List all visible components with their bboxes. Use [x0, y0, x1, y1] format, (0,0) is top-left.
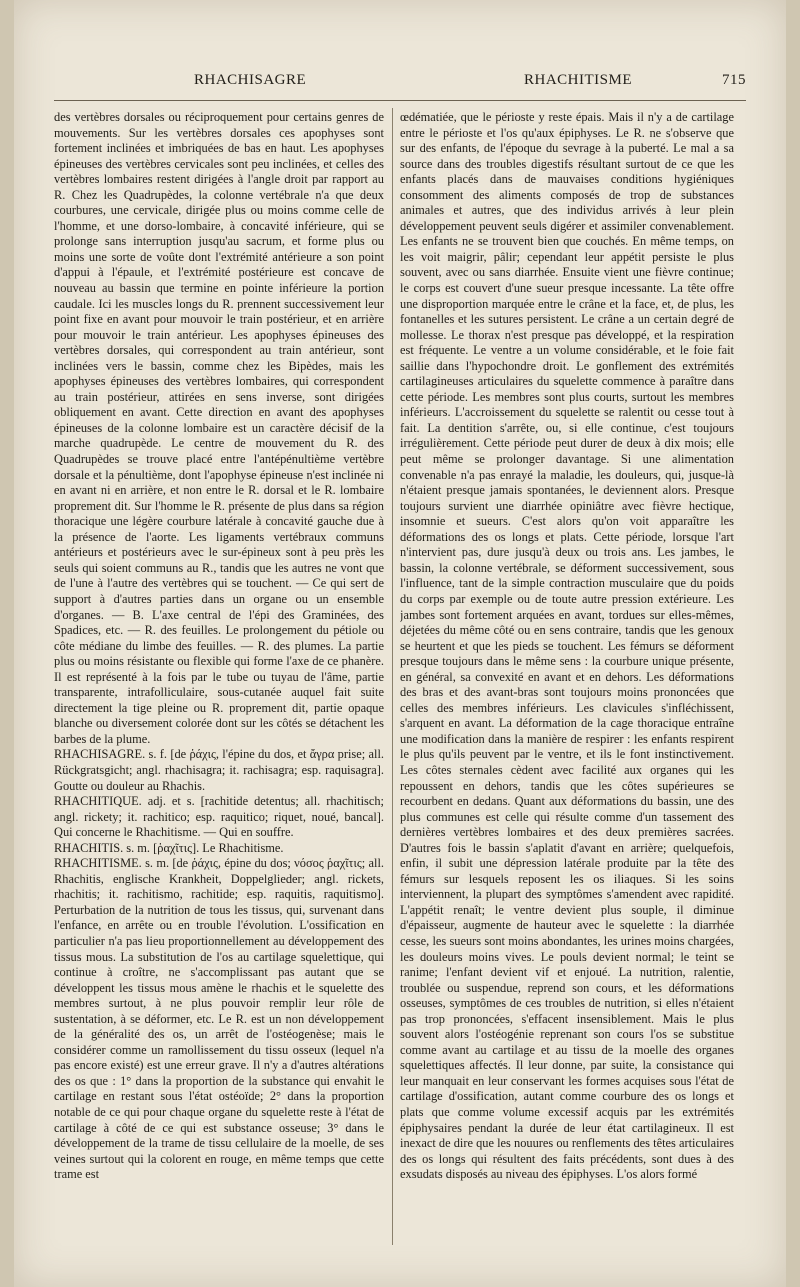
- entry-rhachisagre: RHACHISAGRE. s. f. [de ῥάχις, l'épine du dos, et ἄγρα prise; all. Rückgratsgicht; angl. rhachisagra; it. rachisagra; esp. raquisagra]. Goutte ou douleur au Rhachis.: [54, 747, 384, 793]
- page-number: 715: [722, 72, 746, 88]
- entry-rhachitisme-continued: œdématiée, que le périoste y reste épais. Mais il n'y a de cartilage entre le périoste et l'os qu'aux épiphyses. Le R. ne s'observe que sur des enfants, de l'époque du sevrage à la puberté. Le mal a sa source dans des troubles digestifs résultant surtout de ce que les enfants placés dans de mauvaises conditions hygiéniques consomment des aliments composés de trop de substances animales et autres, que des individus arrivés à leur plein développement peuvent seuls digérer et assimiler convenablement. Les enfants ne se trouvent bien que couchés. En même temps, on les voit maigrir, pâlir; cependant leur appétit persiste le plus souvent, avec ou sans diarrhée. Ensuite vient une fièvre continue; le corps est couvert d'une sueur presque incessante. La tête offre une disproportion marquée entre le crâne et la face, et, de plus, les fontanelles et les sutures persistent. Le crâne a un certain degré de mollesse. Le thorax n'est presque pas développé, et la respiration est fréquente. Le ventre a un volume considérable, et le foie fait saillie dans l'hypochondre droit. Le gonflement des extrémités cartilagineuses articulaires du squelette commence à paraître dans cette période. Les membres sont plus courts, surtout les membres inférieurs. L'accroissement du squelette se ralentit ou cesse tout à fait. La dentition s'arrête, ou, si elle continue, c'est toujours irrégulièrement. Cette période peut durer de deux à dix mois; elle peut même se prolonger davantage. Si une alimentation convenable n'a pas enrayé la maladie, les douleurs, qui, jusque-là n'étaient presque jamais spontanées, le deviennent alors. Presque toujours survient une diarrhée opiniâtre avec fièvre hectique, insomnie et sueurs. C'est alors qu'on voit apparaître les déformations des os longs et plats. Cette période, lorsque l'art n'intervient pas, dure jusqu'à deux ou trois ans. Les jambes, le bassin, la colonne vertébrale, se déforment successivement, sous l'influence, tant de la simple contraction musculaire que du poids du corps par exemple ou de toute autre pression extérieure. Les jambes sont fortement arquées en avant, tordues sur elles-mêmes, déjetées du même côté ou en sens contraire, tandis que les genoux se heurtent et que les pieds se touchent. Les fémurs se déforment presque toujours dans le même sens : la courbure unique présente, en général, sa convexité en avant et en dehors. Les déformations des bras et des avant-bras sont toujours moins prononcées que celles des membres inférieurs. Les clavicules s'infléchissent, s'arquent en avant. La déformation de la cage thoracique entraîne une modification dans la manière de respirer : les enfants respirent le plus qu'ils peuvent par le ventre, et ils le font instinctivement. Les côtes sternales cèdent avec facilité aux organes qui les repoussent en dehors, tandis que les côtes supérieures se recourbent en dedans. Quant aux déformations du bassin, une des plus communes est celle qui résulte comme d'un tassement des dernières vertèbres lombaires et des deux premières sacrées. D'autres fois le bassin s'aplatit d'avant en arrière; quelquefois, enfin, il subit une dépression latérale produite par la tête des fémurs sur lesquels reposent les os iliaques. Si les soins interviennent, la plupart des symptômes s'amendent avec rapidité. L'appétit renaît; le ventre devient plus souple, il diminue d'épaisseur, augmente de hauteur avec le squelette : la diarrhée cesse, les sueurs sont moins abondantes, les urines moins chargées, les douleurs moins vives. Le pouls devient normal; le teint se ranime; l'enfant devient vif et enjoué. La nutrition, ralentie, troublée ou suspendue, reprend son cours, et les déformations osseuses, symptômes de ces troubles de nutrition, si elles n'étaient pas trop prononcées, s'effacent insensiblement. Mais le plus souvent alors l'ostéogénie reprenant son cours l'os se substitue comme avant au cartilage et au tissu de la moelle des organes squelettiques affectés. Il leur donne, par suite, la consistance qui leur manquait en leur conservant les formes acquises sous l'état de cartilage d'ossification, autant comme courbure des os longs et plats que comme volume excessif acquis par les extrémités épiphysaires pendant la durée de leur état cartilagineux. Il est inexact de dire que les nouures ou renflements des têtes articulaires des os longs qui résultent des faits précédents, sont dues à des exsudats disposés au niveau des épiphyses. L'os alors formé: [400, 110, 734, 1182]
- entry-continuation: des vertèbres dorsales ou réciproquement pour certains genres de mouvements. Sur les vertèbres dorsales ces apophyses sont fortement inclinées et imbriquées de bas en haut. Les apophyses épineuses des vertèbres cervicales sont peu inclinées, et celles des vertèbres lombaires restent dirigées à l'angle droit par rapport au R. Chez les Quadrupèdes, la colonne vertébrale n'a que deux courbures, une cervicale, dirigée plus ou moins comme celle de l'homme, et une dorso-lombaire, à concavité inférieure, qui se prolonge sans interruption jusqu'au sacrum, et forme plus ou moins une sorte de voûte dont l'extrémité antérieure a son point d'appui à l'épaule, et l'extrémité postérieure est concave de nouveau au bassin que termine en pointe inférieure la portion caudale. Ici les muscles longs du R. prennent successivement leur point fixe en avant pour mouvoir le train postérieur, et en arrière pour mouvoir le train antérieur. Les apophyses épineuses des vertèbres dorsales, qui correspondent au train antérieur, sont inclinées vers le bassin, comme chez les Bipèdes, mais les apophyses épineuses des vertèbres lombaires, qui correspondent au train postérieur, attirées en sens inverse, sont dirigées obliquement en avant. Cette direction en avant des apophyses épineuses de la colonne lombaire est un caractère décisif de la marche quadrupède. Le centre de mouvement du R. des Quadrupèdes se trouve placé entre l'antépénultième vertèbre dorsale et la pénultième, dont l'apophyse épineuse n'est inclinée ni en avant ni en arrière, et non entre le R. dorsal et le R. lombaire proprement dit. Sur l'homme le R. présente de plus dans sa région thoracique une légère courbure latérale à concavité gauche due à la présence de l'aorte. Les ligaments vertébraux communs antérieurs et postérieurs avec le sur-épineux sont à peu près les seuls qui soient communs au R., tandis que les autres ne vont que de l'une à l'autre des vertèbres qui se touchent. — Ce qui sert de support à d'autres parties dans un organe ou un ensemble d'organes. — B. L'axe central de l'épi des Graminées, des Spadices, etc. — R. des feuilles. Le prolongement du pétiole ou côte médiane du limbe des feuilles. — R. des plumes. La partie plus ou moins résistante ou flexible qui forme l'axe de ce phanère. Il est représenté à la fois par le tube ou tuyau de l'âme, partie transparente, intrafolliculaire, sous-cutanée auquel fait suite directement la tige pleine ou R. proprement dit, partie opaque blanche ou diversement colorée dont sur les côtés se détachent les barbes de la plume.: [54, 110, 384, 746]
- entry-rhachitis: RHACHITIS. s. m. [ῥαχῖτις]. Le Rhachitisme.: [54, 840, 284, 855]
- book-page: [14, 0, 786, 1287]
- entry-rhachitique: RHACHITIQUE. adj. et s. [rachitide detentus; all. rhachitisch; angl. rickety; it. rachitico; esp. raquitico; riquet, noué, bancal]. Qui concerne le Rhachitisme. — Qui en souffre.: [54, 794, 384, 840]
- left-column: [54, 110, 384, 1250]
- running-header: [54, 72, 746, 102]
- right-column: [400, 110, 734, 1250]
- header-right-term: RHACHITISME: [524, 72, 633, 88]
- column-divider: [392, 108, 393, 1245]
- header-left-term: RHACHISAGRE: [194, 72, 307, 88]
- entry-rhachitisme: RHACHITISME. s. m. [de ῥάχις, épine du dos; νόσος ῥαχῖτις; all. Rhachitis, englische Krankheit, Doppelglieder; angl. rickets, rhachitis; it. rachitismo, rachitide; esp. raquitis, raquitismo]. Perturbation de la nutrition de tous les tissus, qui, survenant dans l'enfance, en arrête ou en trouble l'évolution. L'ossification en particulier n'a pas lieu proportionnellement au développement des tissus mous. La substitution de l'os au cartilage squelettique, qui continue à croître, ne s'accomplissant pas autant que se développent les tissus mous amène le rhachis et le squelette des membres surtout, à ne plus pouvoir remplir leur rôle de sustentation, à se déformer, etc. Le R. est un non développement de la généralité des os, un arrêt de l'ostéogenèse; mais le considérer comme un ramollissement du tissu osseux (lequel n'a pas encore existé) est une erreur grave. Il n'y a d'autres altérations des os que : 1° dans la proportion de la substance qui envahit le cartilage en restant sous l'état ostéoïde; 2° dans la proportion notable de ce qui pour chaque organe du squelette reste à l'état de cartilage à côté de ce qui est substance osseuse; 3° dans le développement de la trame de tissu cellulaire de la moelle, de ses veines surtout qui la colorent en rouge, en même temps que cette trame est: [54, 856, 384, 1182]
- header-rule: [54, 100, 746, 101]
